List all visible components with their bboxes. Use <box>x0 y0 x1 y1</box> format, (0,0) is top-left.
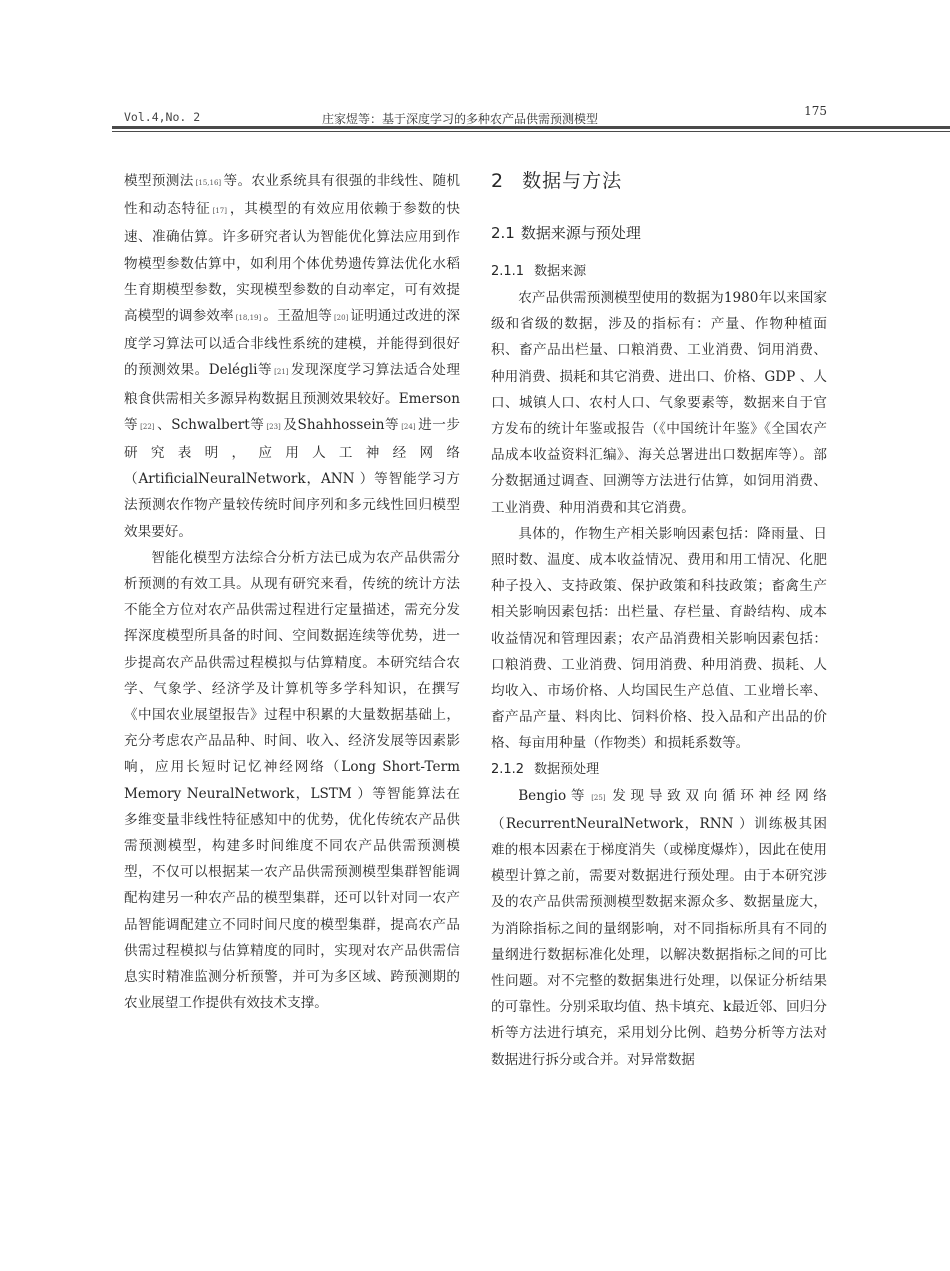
section-title: 数据与方法 <box>522 170 623 192</box>
subsubsection-heading <box>491 757 827 783</box>
citation-ref: [23] <box>266 422 281 431</box>
text-run: 进一步研究表明，应用人工神经网络（ArtificialNeuralNetwork，ANN ）等智能学习方法预测农作物产量较传统时间序列和多元线性回归模型效果要好。 <box>124 416 461 540</box>
text-run: 发现导致双向循环神经网络（RecurrentNeuralNetwork，RNN ）训练极其困难的根本因素在于梯度消失（或梯度爆炸），因此在使用模型计算之前，需要对数据进行预处理。由于本研究涉及的农产品供需预测模型数据来源众多、数据量庞大，为消除指标之间的量纲影响，对不同指标所具有不同的量纲进行数据标准化处理，以解决数据指标之间的可比性问题。对不完整的数据集进行处理，以保证分析结果的可靠性。分别采取均值、热卡填充、k最近邻、回归分析等方法进行填充，采用划分比例、趋势分析等方法对数据进行拆分或合并。对异常数据 <box>491 787 828 1068</box>
subsection-number: 2.1 <box>491 224 515 242</box>
text-run: 、Schwalbert等 <box>156 416 265 433</box>
section-heading <box>491 168 827 194</box>
citation-ref: [24] <box>401 422 416 431</box>
running-header <box>124 104 829 124</box>
text-run: 。王盈旭等 <box>263 308 332 325</box>
citation-ref: [21] <box>274 368 289 377</box>
text-run: 等。农业系统具有很强的非线性、随机性和动态特征 <box>124 173 460 218</box>
section-number: 2 <box>491 170 505 192</box>
paragraph <box>124 168 460 545</box>
paragraph: 农产品供需预测模型使用的数据为1980年以来国家级和省级的数据，涉及的指标有：产量、作物种植面积、畜产品出栏量、口粮消费、工业消费、饲用消费、种用消费、损耗和其它消费、进出口、价格、GDP 、人口、城镇人口、农村人口、气象要素等，数据来自于官方发布的统计年鉴或报告（《中国统计年鉴》《全国农产品成本收益资料汇编》、海关总署进出口数据库等）。部分数据通过调查、回溯等方法进行估算，如饲用消费、工业消费、种用消费和其它消费。 <box>491 290 827 516</box>
citation-ref: [20] <box>333 314 349 323</box>
text-run: Bengio等 <box>518 787 590 804</box>
text-run: ，其模型的有效应用依赖于参数的快速、准确估算。许多研究者认为智能优化算法应用到作物模型参数估算中，如利用个体优势遗传算法优化水稻生育期模型参数，实现模型参数的自动率定，可有效提高模型的调参效率 <box>124 201 460 325</box>
paragraph: 智能化模型方法综合分析方法已成为农产品供需分析预测的有效工具。从现有研究来看，传统的统计方法不能全方位对农产品供需过程进行定量描述，需充分发挥深度模型所具备的时间、空间数据连续等优势，进一步提高农产品供需过程模拟与估算精度。本研究结合农学、气象学、经济学及计算机等多学科知识，在撰写《中国农业展望报告》过程中积累的大量数据基础上，充分考虑农产品品种、时间、收入、经济发展等因素影响，应用长短时记忆神经网络（Long Short-Term Memory NeuralNetwork，LSTM ）等智能算法在多维变量非线性特征感知中的优势，优化传统农产品供需预测模型，构建多时间维度不同农产品供需预测模型，不仅可以根据某一农产品供需预测模型集群智能调配构建另一种农产品的模型集群，还可以针对同一农产品智能调配建立不同时间尺度的模型集群，提高农产品供需过程模拟与估算精度的同时，实现对农产品供需信息实时精准监测分析预警，并可为多区域、跨预测期的农业展望工作提供有效技术支撑。 <box>124 549 460 1012</box>
header-rule-thick <box>112 126 950 129</box>
subsubsection-number: 2.1.2 <box>491 761 525 777</box>
citation-ref: [17] <box>212 207 227 216</box>
page-number: 175 <box>804 104 827 118</box>
left-column <box>124 168 460 1017</box>
journal-volume: Vol.4,No. 2 <box>124 110 201 124</box>
running-title: 庄家煜等：基于深度学习的多种农产品供需预测模型 <box>322 112 599 126</box>
text-run: 及Shahhossein等 <box>282 416 400 433</box>
right-column <box>491 168 827 1073</box>
subsection-title: 数据来源与预处理 <box>520 224 641 242</box>
paragraph: 具体的，作物生产相关影响因素包括：降雨量、日照时数、温度、成本收益情况、费用和用工情况、化肥种子投入、支持政策、保护政策和科技政策；畜禽生产相关影响因素包括：出栏量、存栏量、育龄结构、成本收益情况和管理因素；农产品消费相关影响因素包括：口粮消费、工业消费、饲用消费、种用消费、损耗、人均收入、市场价格、人均国民生产总值、工业增长率、畜产品产量、料肉比、饲料价格、投入品和产出品的价格、每亩用种量（作物类）和损耗系数等。 <box>491 525 827 752</box>
subsubsection-title: 数据来源 <box>534 264 587 279</box>
text-run: 发现深度学习算法适合处理粮食供需相关多源异构数据且预测效果较好。Emerson 等 <box>124 362 461 433</box>
citation-ref: [15,16] <box>195 179 222 187</box>
subsection-heading <box>491 220 827 246</box>
citation-ref: [18,19] <box>235 314 262 323</box>
text-run: 模型预测法 <box>124 173 194 189</box>
subsubsection-number: 2.1.1 <box>491 264 525 279</box>
paragraph <box>491 783 827 1073</box>
subsubsection-heading <box>491 259 827 285</box>
text-run: 证明通过改进的深度学习算法可以适合非线性系统的建模，并能得到很好的预测效果。Delégli等 <box>124 308 461 379</box>
header-rule-thin <box>112 131 950 132</box>
citation-ref: [25] <box>591 793 606 802</box>
citation-ref: [22] <box>140 422 155 431</box>
subsubsection-title: 数据预处理 <box>534 761 600 777</box>
